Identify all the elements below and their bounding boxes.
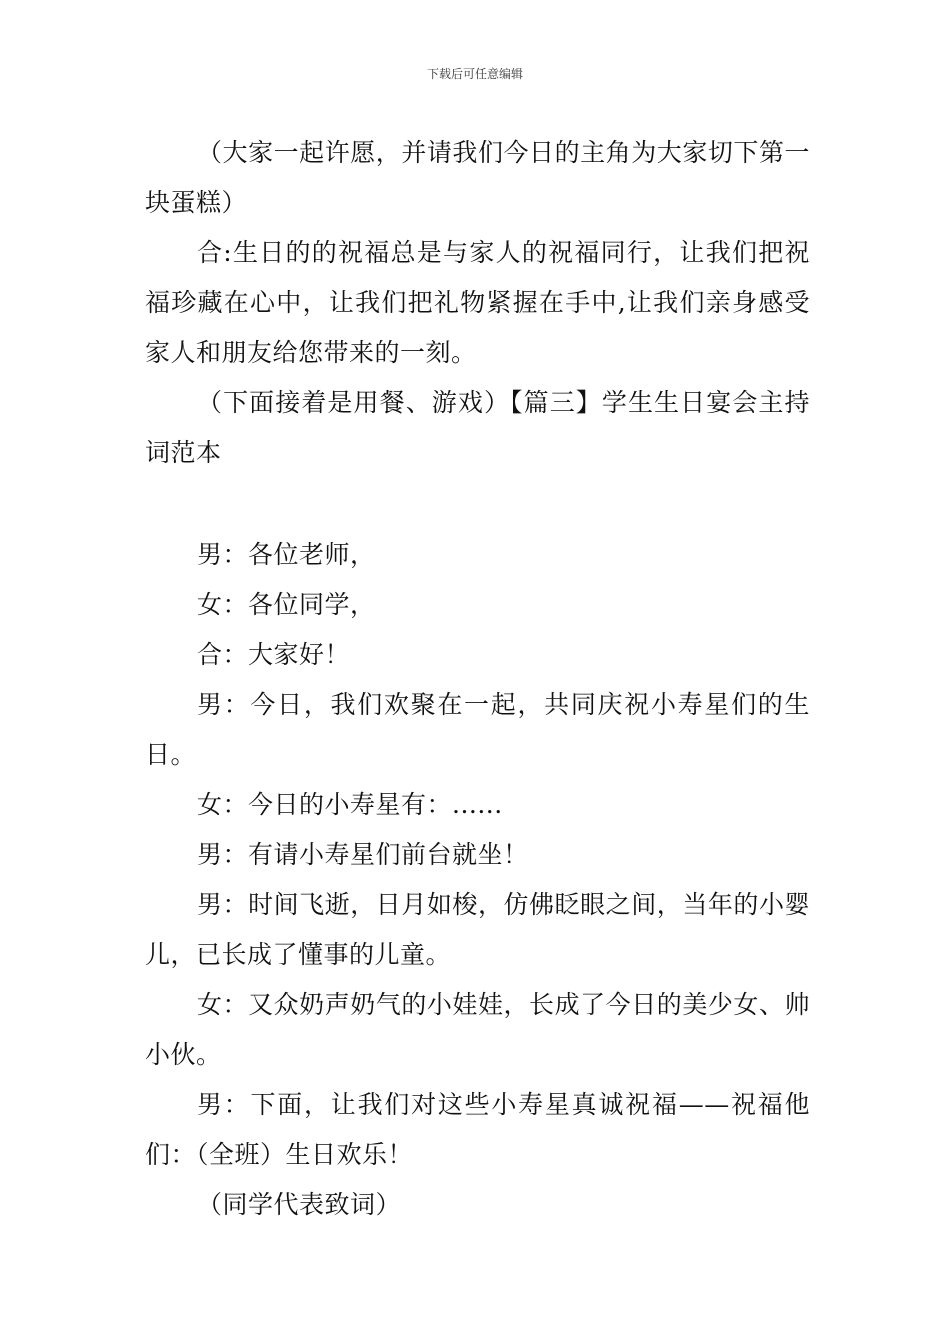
paragraph-line: 男：各位老师， [197,540,376,569]
paragraph-blessing: 合:生日的的祝福总是与家人的祝福同行，让我们把祝福珍藏在心中，让我们把礼物紧握在手中,让我们亲身感受家人和朋友给您带来的一刻。 [145,238,810,367]
paragraph-wish-cake: （大家一起许愿，并请我们今日的主角为大家切下第一块蛋糕） [145,138,810,217]
paragraph-line: 男：时间飞逝，日月如梭，仿佛眨眼之间，当年的小婴儿，已长成了懂事的儿童。 [145,890,810,969]
blank-line [145,478,810,530]
document-body [145,128,810,1230]
paragraph-line: 女：又众奶声奶气的小娃娃，长成了今日的美少女、帅小伙。 [145,990,810,1069]
paragraph-line: 女：今日的小寿星有：...... [197,790,503,819]
paragraph-section-title: （下面接着是用餐、游戏）【篇三】学生生日宴会主持词范本 [145,388,810,467]
paragraph-line: 男：今日，我们欢聚在一起，共同庆祝小寿星们的生日。 [145,690,810,769]
paragraph-line: 男：有请小寿星们前台就坐！ [197,840,529,869]
page-header: 下载后可任意编辑 [426,67,523,81]
paragraph-line: 合：大家好！ [197,640,351,669]
paragraph-line: 男：下面，让我们对这些小寿星真诚祝福——祝福他们：（全班）生日欢乐！ [145,1090,810,1169]
paragraph-line: 女：各位同学， [197,590,376,619]
paragraph-line: （同学代表致词） [197,1190,402,1219]
